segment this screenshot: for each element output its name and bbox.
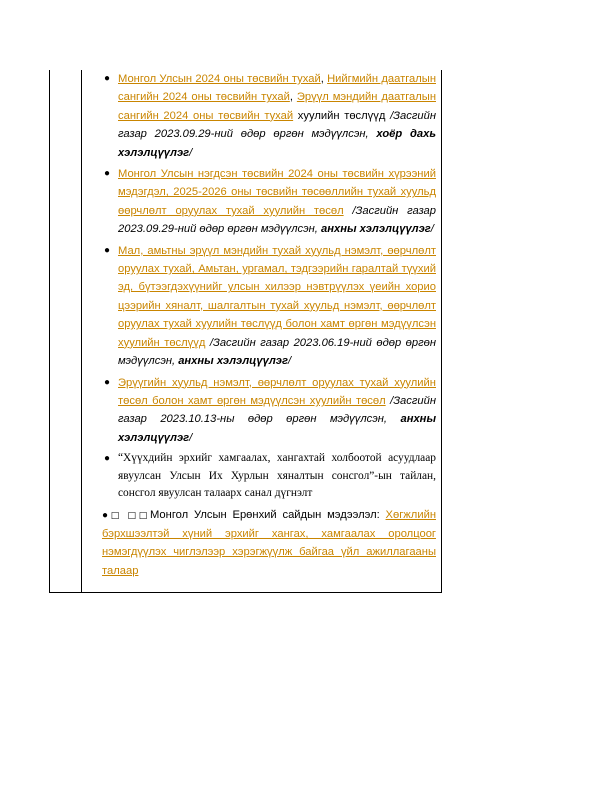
link-budget-2024[interactable]: Монгол Улсын 2024 оны төсвийн тухай xyxy=(118,73,321,85)
table-column-divider xyxy=(81,70,82,593)
link-animal-health-law[interactable]: Мал, амьтны эрүүл мэндийн тухай хуульд нэмэлт, өөрчлөлт оруулах тухай, Амьтан, ургамал, тэдгээрийн гаралтай түүхий эд, бүтээгдэхүүнийг улсын хилээр нэвтрүүлэх үеийн хорио цээрийн хяналт, шалгалтын тухай хуульд нэмэлт, өөрчлөлт оруулах тухай хуулийн төслүүд болон хамт өргөн мэдүүлсэн хуулийн төслүүд xyxy=(118,244,436,349)
item-note: /Засгийн газар 2023.09.29-ний өдөр өргөн мэдүүлсэн, xyxy=(118,109,436,141)
item-stage: анхны хэлэлцүүлэг xyxy=(118,413,436,444)
table-right-border xyxy=(441,70,442,593)
link-criminal-law[interactable]: Эрүүгийн хуульд нэмэлт, өөрчлөлт оруулах тухай хуулийн төсөл болон хамт өргөн мэдүүлсэн хуулийн төсөл xyxy=(118,376,436,407)
item-note-end: / xyxy=(430,223,434,236)
list-item xyxy=(102,506,436,581)
item-note: /Засгийн газар 2023.09.29-ний өдөр өргөн мэдүүлсэн, xyxy=(118,204,436,236)
link-budget-framework[interactable]: Монгол Улсын нэгдсэн төсвийн 2024 оны төсвийн хүрээний мэдэгдэл, 2025-2026 оны төсвийн төсөөллийн тухай хуульд өөрчлөлт оруулах тухай хуулийн төсөл xyxy=(118,168,436,217)
link-disability-rights[interactable]: Хөгжлийн бэрхшээлтэй хүний эрхийг хангах, хамгаалах оролцоог нэмэгдүүлэх чиглэлээр хэрэгжүүлж байгаа үйл ажиллагааны талаар xyxy=(102,508,436,577)
item-stage: хоёр дахь хэлэлцүүлэг xyxy=(118,128,436,159)
separator: , xyxy=(320,73,328,85)
item-text: “Хүүхдийн эрхийг хамгаалах, хангахтай холбоотой асуудлаар явуулсан Улсын Их Хурлын хяналтын сонсгол”-ын тайлан, сонсгол явуулсан талаарх санал дүгнэлт xyxy=(118,452,436,500)
item-note-end: / xyxy=(287,355,292,368)
list-item xyxy=(102,242,436,371)
item-note-end: / xyxy=(189,146,193,159)
agenda-cell xyxy=(102,70,436,583)
item-stage: анхны хэлэлцүүлэг xyxy=(321,223,431,236)
bullet-icon: ● xyxy=(102,509,111,521)
item-note: /Засгийн газар 2023.10.13-ны өдөр өргөн мэдүүлсэн, xyxy=(118,394,436,426)
bullet-icon: ● xyxy=(104,244,111,256)
list-item xyxy=(102,450,436,503)
item-note: /Засгийн газар 2023.06.19-ний өдөр өргөн мэдүүлсэн, xyxy=(118,336,437,368)
item-text: хуулийн төслүүд xyxy=(293,109,391,122)
bullet-icon: ● xyxy=(104,453,111,465)
link-health-insurance-budget[interactable]: Эрүүл мэндийн даатгалын сангийн 2024 оны төсвийн тухай xyxy=(118,91,436,122)
link-social-insurance-budget[interactable]: Нийгмийн даатгалын сангийн 2024 оны төсвийн тухай xyxy=(118,73,436,104)
item-note-end: / xyxy=(189,431,193,444)
agenda-list xyxy=(102,70,436,580)
item-text: Монгол Улсын Ерөнхий сайдын мэдээлэл: xyxy=(149,508,386,521)
table-left-border xyxy=(49,70,50,593)
bullet-icon: ● xyxy=(104,168,111,180)
bullet-icon: ● xyxy=(104,376,111,388)
bullet-icon: ● xyxy=(104,73,111,84)
item-stage: анхны хэлэлцүүлэг xyxy=(178,355,288,368)
list-item xyxy=(102,165,436,239)
list-item xyxy=(102,374,436,448)
table-bottom-border xyxy=(49,592,442,593)
separator: , xyxy=(289,91,297,104)
list-item xyxy=(102,70,436,162)
missing-glyph-icon: □ □□ xyxy=(110,510,150,521)
